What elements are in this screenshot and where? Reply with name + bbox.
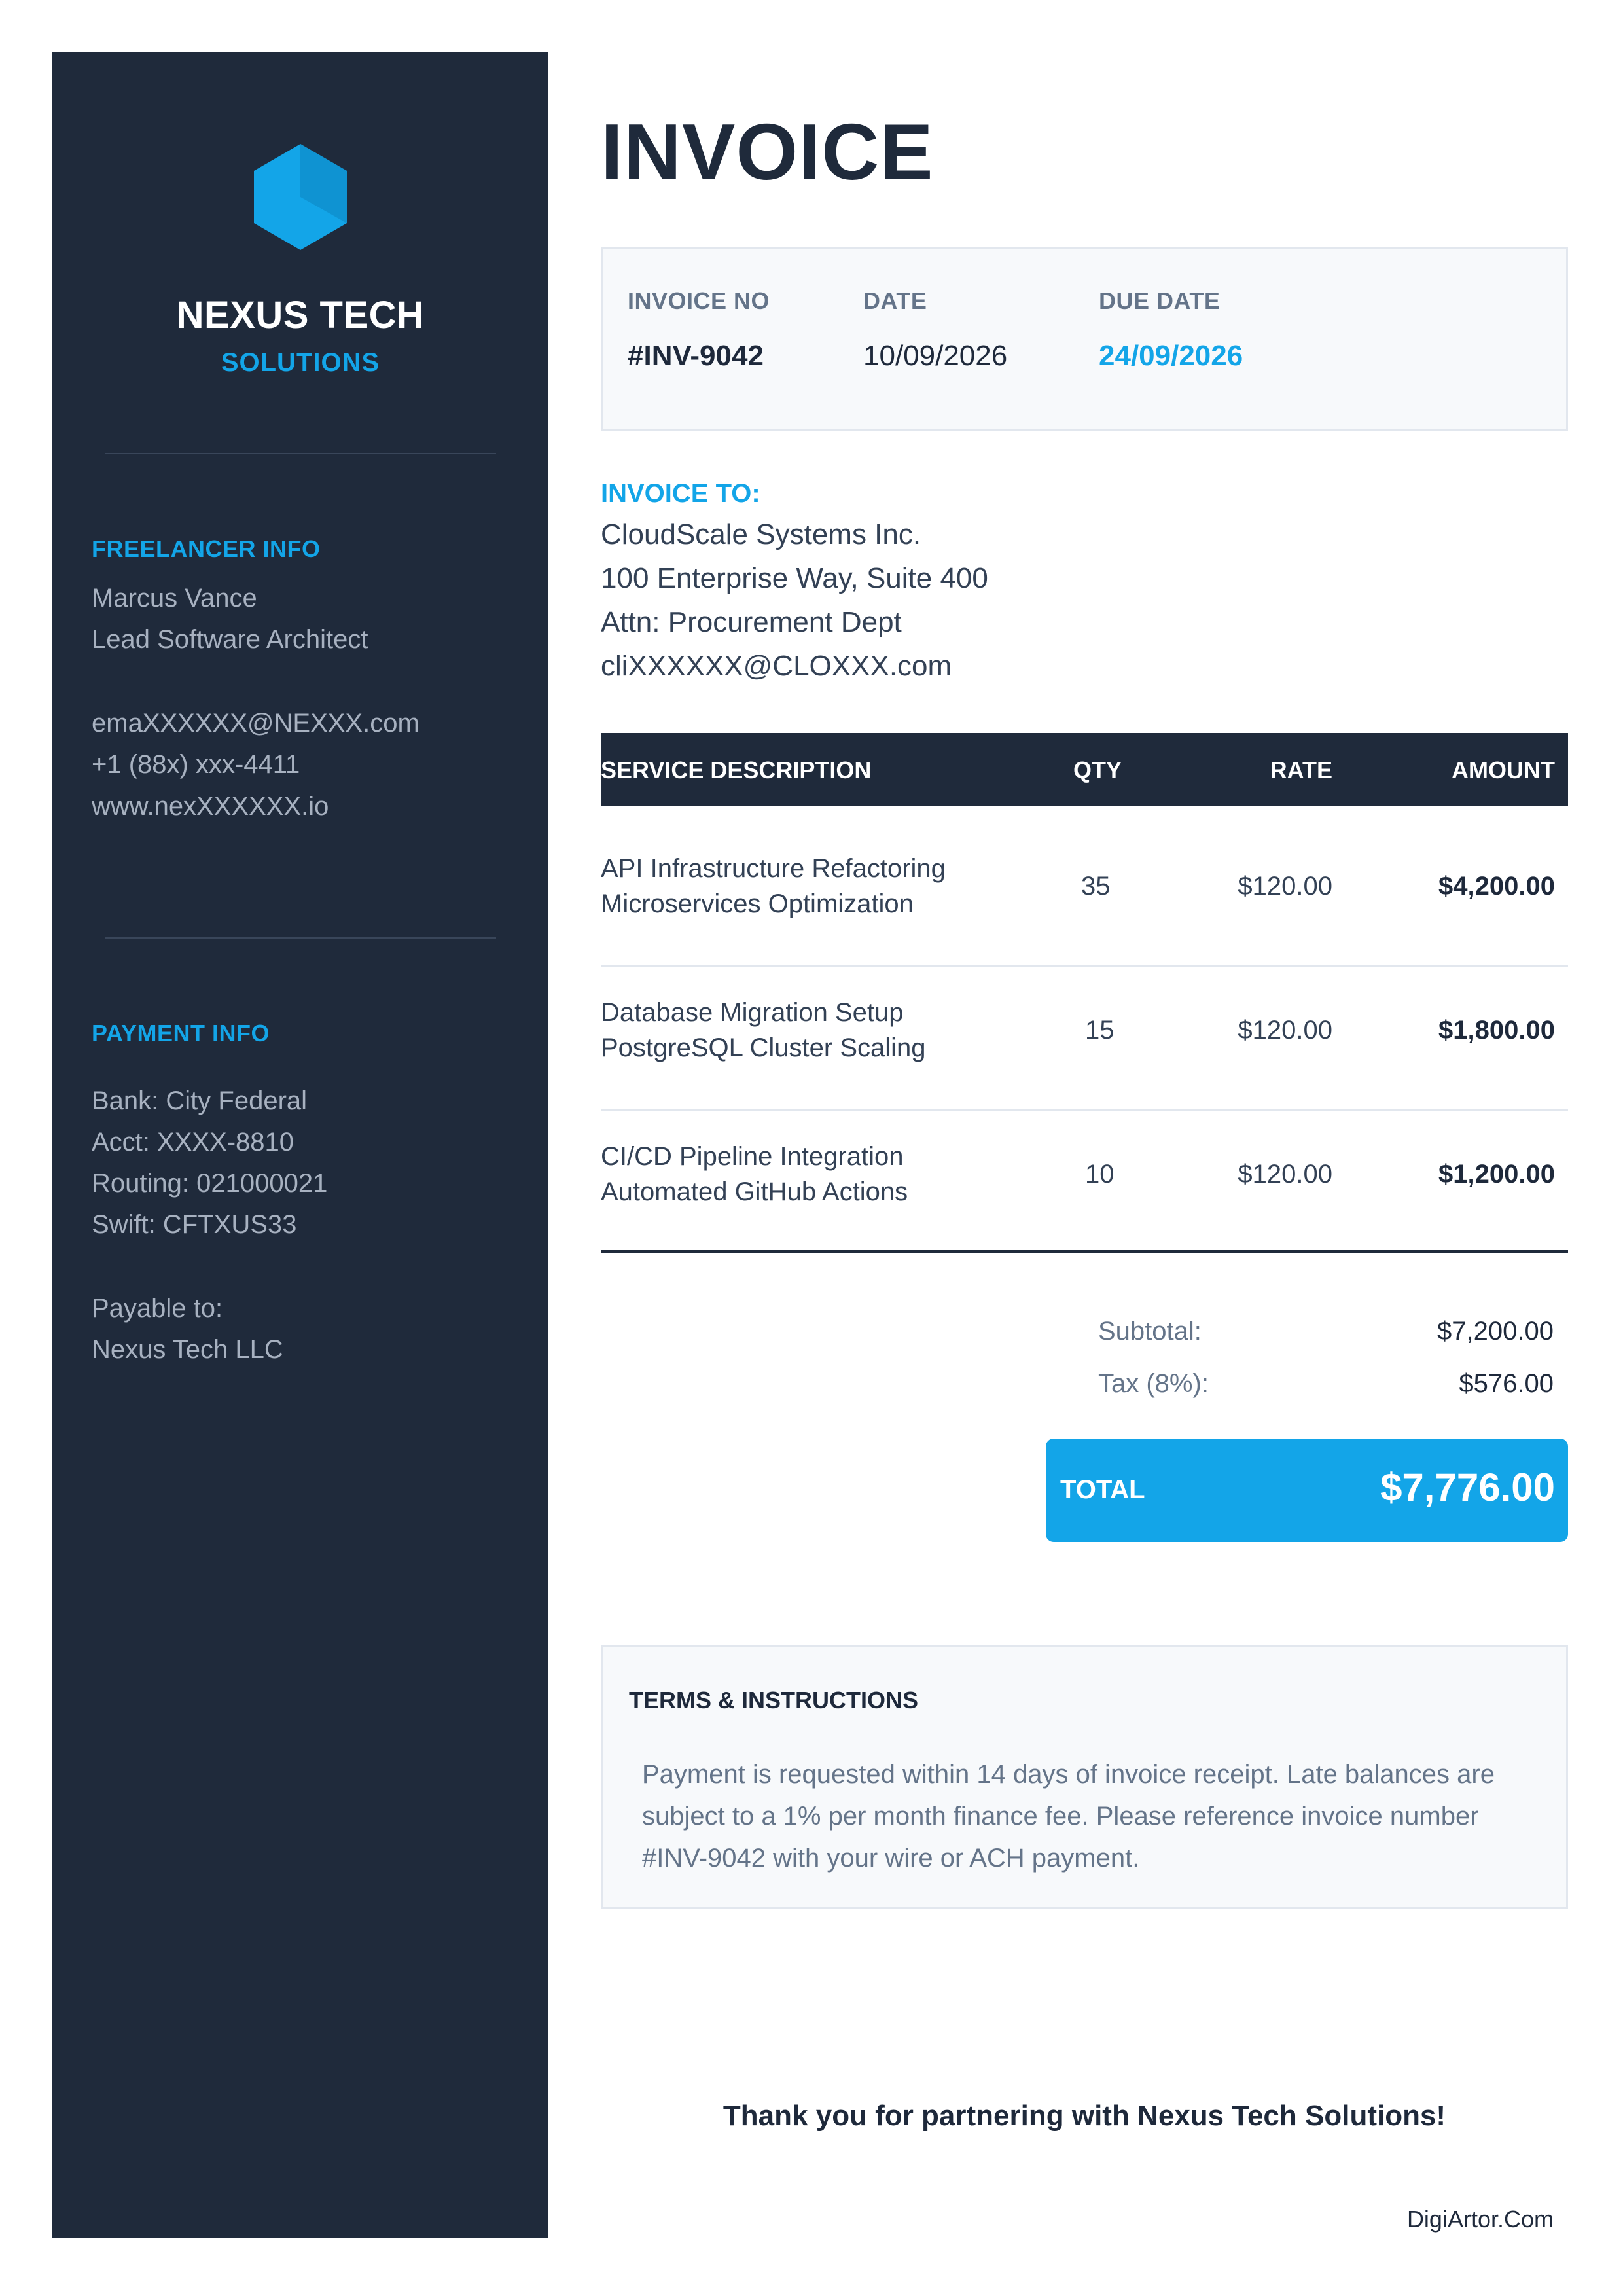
- invoice-date-label: DATE: [863, 287, 927, 314]
- row-description: [601, 995, 926, 1066]
- row-amount: $4,200.00: [1438, 872, 1555, 901]
- client-address: 100 Enterprise Way, Suite 400: [601, 562, 988, 594]
- payment-bank: Bank: City Federal: [92, 1086, 308, 1115]
- sidebar: [52, 52, 548, 2238]
- payment-info-heading: PAYMENT INFO: [92, 1020, 270, 1047]
- row-description-line1: API Infrastructure Refactoring: [601, 854, 946, 883]
- sidebar-divider: [105, 937, 496, 939]
- invoice-title: INVOICE: [601, 107, 934, 196]
- row-description-line2: PostgreSQL Cluster Scaling: [601, 1033, 926, 1062]
- invoice-meta-box: [601, 247, 1568, 431]
- table-header: [601, 733, 1568, 806]
- invoice-date-block: [863, 287, 1007, 372]
- row-qty: 15: [1085, 1016, 1115, 1045]
- row-description-line2: Microservices Optimization: [601, 889, 914, 918]
- subtotal-value: $7,200.00: [1437, 1317, 1554, 1346]
- freelancer-info-heading: FREELANCER INFO: [92, 535, 321, 562]
- invoice-number-label: INVOICE NO: [628, 287, 770, 314]
- payment-routing: Routing: 021000021: [92, 1169, 328, 1198]
- row-amount: $1,800.00: [1438, 1016, 1555, 1045]
- payment-account: Acct: XXXX-8810: [92, 1128, 294, 1157]
- header-description: SERVICE DESCRIPTION: [601, 757, 872, 783]
- invoice-number-block: [628, 287, 770, 372]
- row-rate: $120.00: [1238, 1016, 1332, 1045]
- payable-to-label: Payable to:: [92, 1294, 223, 1323]
- due-date: 24/09/2026: [1099, 340, 1243, 372]
- table-bottom-rule: [601, 1250, 1568, 1253]
- row-qty: 35: [1081, 872, 1111, 901]
- invoice-number: #INV-9042: [628, 340, 764, 372]
- payment-swift: Swift: CFTXUS33: [92, 1210, 297, 1239]
- terms-title: TERMS & INSTRUCTIONS: [629, 1687, 919, 1713]
- freelancer-role: Lead Software Architect: [92, 625, 368, 654]
- header-rate: RATE: [1270, 757, 1332, 783]
- client-attn: Attn: Procurement Dept: [601, 606, 902, 638]
- invoice-date: 10/09/2026: [863, 340, 1008, 372]
- header-amount: AMOUNT: [1452, 757, 1555, 783]
- row-description: [601, 1139, 908, 1210]
- row-description-line1: Database Migration Setup: [601, 998, 904, 1027]
- table-row: [601, 819, 1568, 963]
- header-qty: QTY: [1073, 757, 1122, 783]
- subtotal-label: Subtotal:: [1098, 1317, 1202, 1346]
- row-amount: $1,200.00: [1438, 1160, 1555, 1189]
- row-description-line2: Automated GitHub Actions: [601, 1177, 908, 1206]
- total-label: TOTAL: [1060, 1475, 1145, 1504]
- brand-name: NEXUS TECH: [176, 294, 425, 336]
- total-value: $7,776.00: [1380, 1465, 1555, 1509]
- terms-text: Payment is requested within 14 days of invoice receipt. Late balances are subject to a 1% per month finance fee. Please reference invoice number #INV-9042 with your wire or ACH payment.: [642, 1760, 1495, 1873]
- row-qty: 10: [1085, 1160, 1115, 1189]
- row-rate: $120.00: [1238, 1160, 1332, 1189]
- invoice-to-heading: INVOICE TO:: [601, 479, 760, 508]
- tax-label: Tax (8%):: [1098, 1369, 1209, 1398]
- client-company: CloudScale Systems Inc.: [601, 518, 921, 550]
- table-row: [601, 1107, 1568, 1251]
- payable-to-name: Nexus Tech LLC: [92, 1335, 283, 1364]
- row-description: [601, 851, 946, 922]
- sidebar-divider: [105, 453, 496, 454]
- row-rate: $120.00: [1238, 872, 1332, 901]
- credit-text: DigiArtor.Com: [1406, 2206, 1554, 2233]
- due-date-label: DUE DATE: [1099, 287, 1221, 314]
- freelancer-email: emaXXXXXX@NEXXX.com: [92, 709, 419, 738]
- total-box: [1046, 1439, 1568, 1542]
- tax-value: $576.00: [1459, 1369, 1554, 1398]
- freelancer-phone: +1 (88x) xxx-4411: [92, 750, 300, 779]
- client-email: cliXXXXXX@CLOXXX.com: [601, 650, 952, 682]
- row-description-line1: CI/CD Pipeline Integration: [601, 1142, 904, 1171]
- terms-box: [601, 1645, 1568, 1909]
- freelancer-name: Marcus Vance: [92, 584, 257, 613]
- hexagon-logo-icon: [253, 143, 348, 251]
- brand-subtitle: SOLUTIONS: [221, 348, 380, 377]
- thank-you-message: Thank you for partnering with Nexus Tech Solutions!: [722, 2100, 1446, 2132]
- due-date-block: [1099, 287, 1243, 372]
- table-row: [601, 963, 1568, 1107]
- freelancer-website: www.nexXXXXXX.io: [92, 792, 329, 821]
